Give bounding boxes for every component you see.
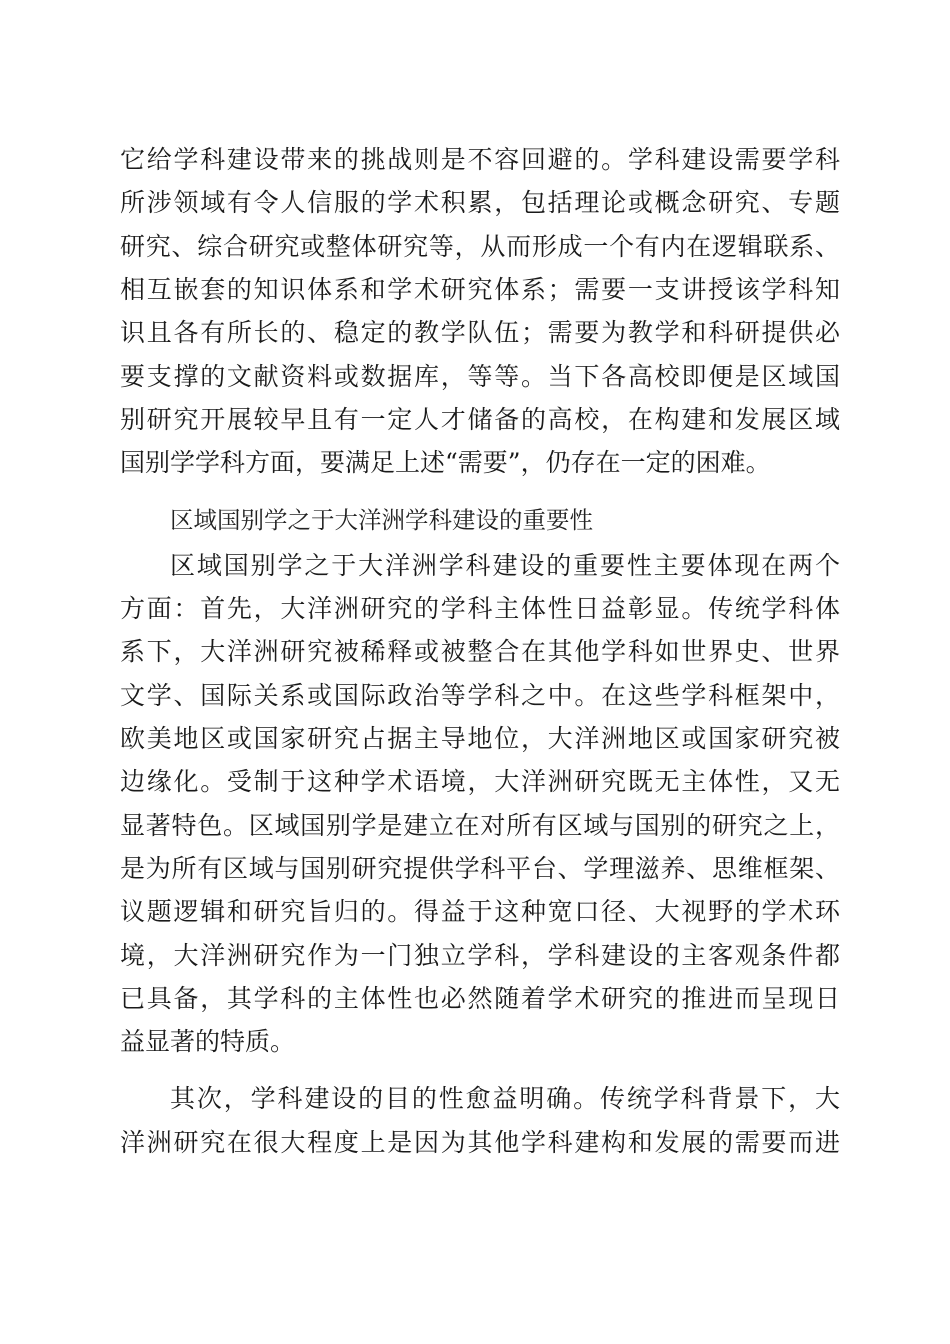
- text-line: 研究、综合研究或整体研究等，从而形成一个有内在逻辑联系、: [120, 232, 840, 261]
- text-line: 边缘化。受制于这种学术语境，大洋洲研究既无主体性，又无: [120, 767, 840, 796]
- text-line: 方面：首先，大洋洲研究的学科主体性日益彰显。传统学科体: [120, 594, 840, 623]
- text-line: 它给学科建设带来的挑战则是不容回避的。学科建设需要学科: [120, 145, 840, 174]
- text-line: 国别学学科方面，要满足上述“需要”，仍存在一定的困难。: [120, 448, 771, 477]
- text-line: 议题逻辑和研究旨归的。得益于这种宽口径、大视野的学术环: [120, 897, 840, 926]
- text-line: 已具备，其学科的主体性也必然随着学术研究的推进而呈现日: [120, 984, 840, 1013]
- text-line: 系下，大洋洲研究被稀释或被整合在其他学科如世界史、世界: [120, 637, 840, 666]
- text-line: 文学、国际关系或国际政治等学科之中。在这些学科框架中，: [120, 681, 840, 710]
- text-line: 别研究开展较早且有一定人才储备的高校，在构建和发展区域: [120, 405, 840, 434]
- text-line: 所涉领域有令人信服的学术积累，包括理论或概念研究、专题: [120, 188, 840, 217]
- text-line: 显著特色。区域国别学是建立在对所有区域与国别的研究之上，: [120, 811, 840, 840]
- text-line: 识且各有所长的、稳定的教学队伍；需要为教学和科研提供必: [120, 318, 840, 347]
- text-line: 区域国别学之于大洋洲学科建设的重要性主要体现在两个: [170, 551, 840, 580]
- text-line: 要支撑的文献资料或数据库，等等。当下各高校即便是区域国: [120, 362, 840, 391]
- text-line: 相互嵌套的知识体系和学术研究体系；需要一支讲授该学科知: [120, 275, 840, 304]
- text-line: 洋洲研究在很大程度上是因为其他学科建构和发展的需要而进: [120, 1128, 840, 1157]
- text-line: 其次，学科建设的目的性愈益明确。传统学科背景下，大: [170, 1084, 840, 1113]
- text-line: 境，大洋洲研究作为一门独立学科，学科建设的主客观条件都: [120, 941, 840, 970]
- section-heading: 区域国别学之于大洋洲学科建设的重要性: [170, 506, 593, 534]
- text-line: 是为所有区域与国别研究提供学科平台、学理滋养、思维框架、: [120, 854, 840, 883]
- text-line: 益显著的特质。: [120, 1027, 296, 1056]
- text-line: 欧美地区或国家研究占据主导地位，大洋洲地区或国家研究被: [120, 724, 840, 753]
